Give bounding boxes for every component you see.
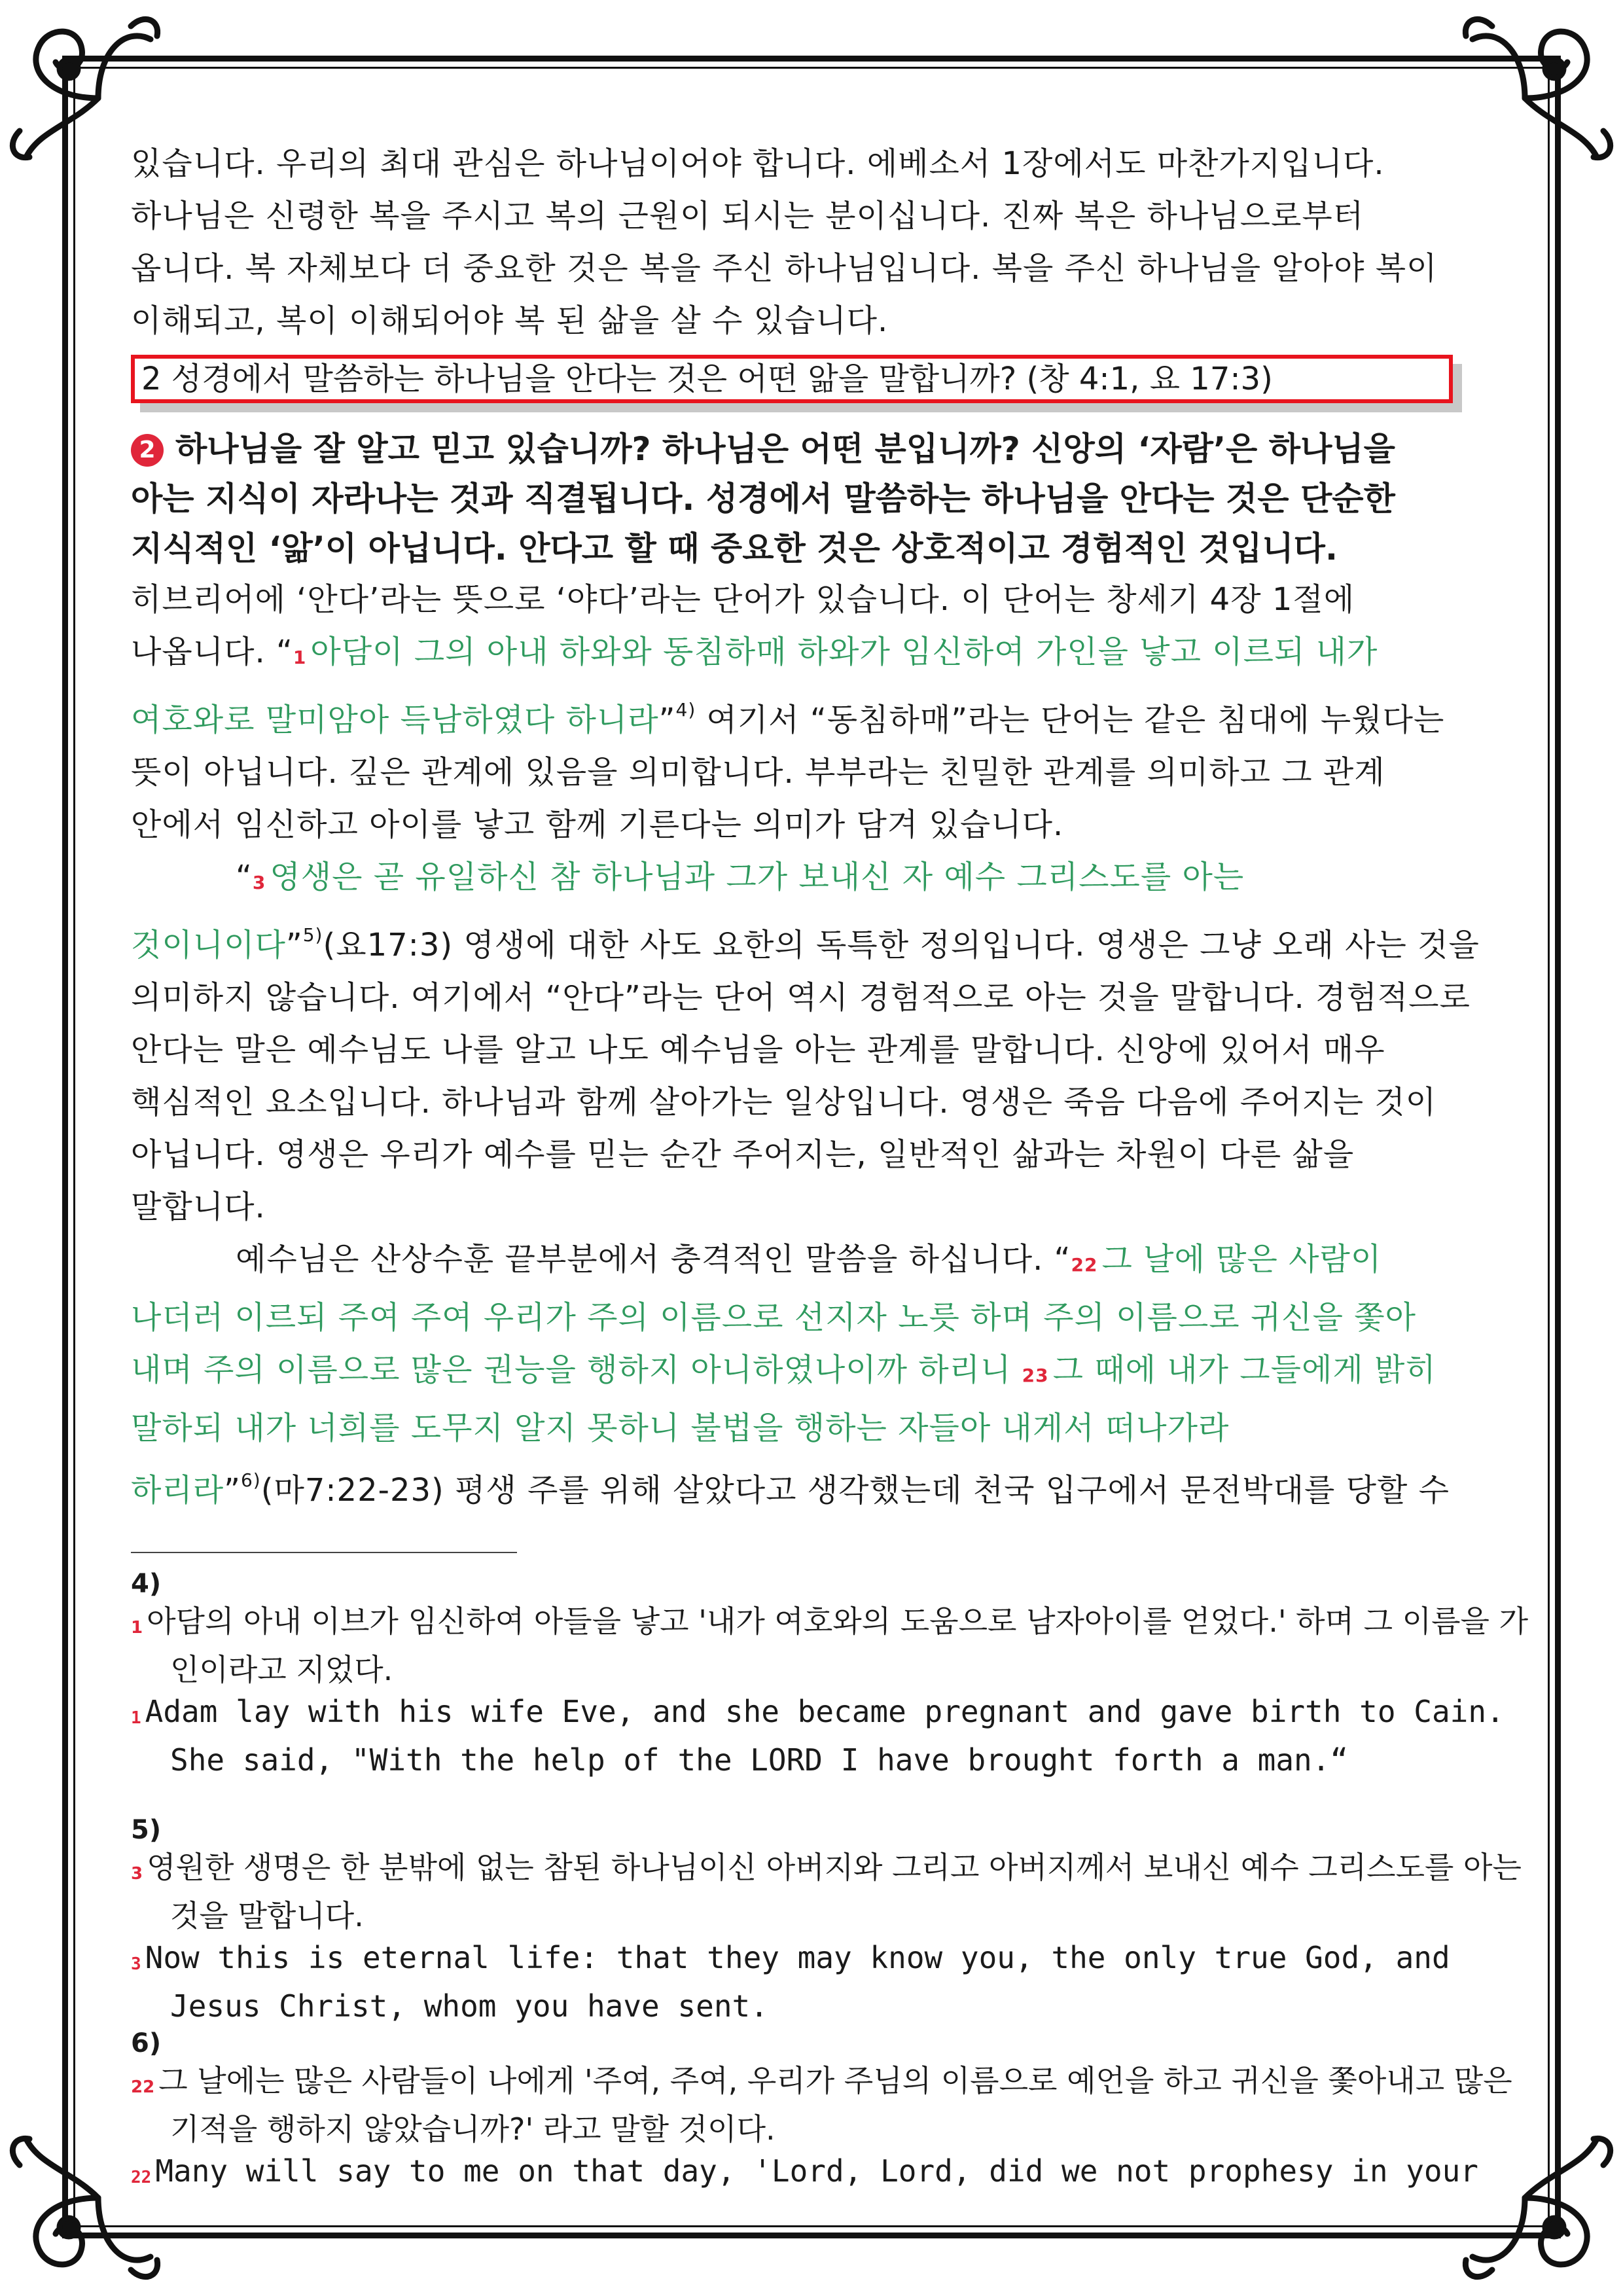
- body-line: 아닙니다. 영생은 우리가 예수를 믿는 순간 주어지는, 일반적인 삶과는 차원이 다른 삶을: [131, 1136, 1355, 1173]
- footnote-korean: [131, 1846, 1531, 1937]
- scripture-quote: 영생은 곧 유일하신 참 하나님과 그가 보내신 자 예수 그리스도를 아는: [270, 859, 1245, 895]
- scripture-quote: 여호와로 말미암아 득남하였다 하니라: [131, 702, 659, 738]
- footnote-ref[interactable]: 5): [302, 924, 323, 946]
- text: 예수님은 산상수훈 끝부분에서 충격적인 말씀을 하십니다. “: [236, 1241, 1071, 1278]
- body-line: [131, 626, 1492, 684]
- scripture-quote: 아담이 그의 아내 하와와 동침하매 하와가 임신하여 가인을 낳고 이르되 내가: [310, 634, 1378, 670]
- footnote-text: Now this is eternal life: that they may know you, the only true God, and Jesus Christ, whom you have sent.: [145, 1940, 1450, 2024]
- footnote-text: 영원한 생명은 한 분밖에 없는 참된 하나님이신 아버지와 그리고 아버지께서 보내신 예수 그리스도를 아는 것을 말합니다.: [147, 1850, 1522, 1933]
- text: 나옵니다. “: [131, 634, 293, 670]
- body-line: [131, 909, 1492, 971]
- text: ”: [658, 702, 676, 738]
- footnote-number: 4): [131, 1569, 162, 1599]
- body-line: 의미하지 않습니다. 여기에서 “안다”라는 단어 역시 경험적으로 아는 것을 말합니다. 경험적으로: [131, 979, 1471, 1016]
- verse-number: 3: [131, 1954, 141, 1974]
- page-content: [131, 137, 1529, 2198]
- body-line: 핵심적인 요소입니다. 하나님과 함께 살아가는 일상입니다. 영생은 죽음 다음에 주어지는 것이: [131, 1084, 1437, 1121]
- bold-line: 지식적인 ‘앎’이 아닙니다. 안다고 할 때 중요한 것은 상호적이고 경험적인 것입니다.: [131, 529, 1338, 567]
- scripture-quote: 그 때에 내가 그들에게 밝히: [1052, 1352, 1436, 1388]
- body-line: [131, 1233, 1492, 1291]
- footnote-english: [131, 1937, 1531, 2027]
- verse-number: 3: [131, 1864, 143, 1884]
- scripture-quote: 말하되 내가 너희를 도무지 알지 못하니 불법을 행하는 자들아 내게서 떠나가라: [131, 1410, 1230, 1446]
- footnote-english: [131, 2150, 1531, 2198]
- body-line: 이해되고, 복이 이해되어야 복 된 삶을 살 수 있습니다.: [131, 302, 889, 339]
- verse-number: 23: [1022, 1365, 1049, 1386]
- question-text: 2 성경에서 말씀하는 하나님을 안다는 것은 어떤 앎을 말합니까? (창 4:1, 요 17:3): [131, 355, 1453, 403]
- footnote-ref[interactable]: 4): [675, 699, 696, 721]
- verse-number: 22: [131, 2077, 155, 2097]
- body-line: [131, 1454, 1492, 1516]
- scripture-quote: 하리라: [131, 1472, 224, 1509]
- verse-number: 1: [293, 647, 307, 668]
- body-line: [131, 851, 1492, 909]
- body-line: [131, 684, 1492, 746]
- verse-number: 22: [1071, 1254, 1098, 1276]
- text: ”: [224, 1472, 241, 1509]
- text: (마7:22-23) 평생 주를 위해 살았다고 생각했는데 천국 입구에서 문전박대를 당할 수: [260, 1472, 1450, 1509]
- verse-number: 3: [252, 872, 266, 893]
- question-box: [131, 355, 1459, 406]
- body-line: 말합니다.: [131, 1189, 266, 1225]
- spacer: [131, 1781, 1492, 1814]
- footnote-text: 그 날에는 많은 사람들이 나에게 '주여, 주여, 우리가 주님의 이름으로 예언을 하고 귀신을 쫓아내고 많은 기적을 행하지 않았습니까?' 라고 말할 것이다.: [158, 2063, 1512, 2147]
- scripture-quote: 나더러 이르되 주여 주여 우리가 주의 이름으로 선지자 노릇 하며 주의 이름으로 귀신을 쫓아: [131, 1299, 1416, 1336]
- numbered-bullet: 2: [131, 434, 164, 467]
- scripture-quote: 그 날에 많은 사람이: [1101, 1241, 1382, 1278]
- body-line: 하나님은 신령한 복을 주시고 복의 근원이 되시는 분이십니다. 진짜 복은 하나님으로부터: [131, 198, 1364, 234]
- footnote-korean: [131, 2060, 1531, 2150]
- scripture-quote: 것이니이다: [131, 927, 286, 963]
- text: (요17:3) 영생에 대한 사도 요한의 독특한 정의입니다. 영생은 그냥 오래 사는 것을: [323, 927, 1480, 963]
- body-line: 안다는 말은 예수님도 나를 알고 나도 예수님을 아는 관계를 말합니다. 신앙에 있어서 매우: [131, 1031, 1385, 1068]
- footnote-text: 아담의 아내 이브가 임신하여 아들을 낳고 '내가 여호와의 도움으로 남자아이를 얻었다.' 하며 그 이름을 가인이라고 지었다.: [147, 1604, 1529, 1687]
- verse-number: 22: [131, 2168, 152, 2187]
- body-line: 히브리어에 ‘안다’라는 뜻으로 ‘야다’라는 단어가 있습니다. 이 단어는 창세기 4장 1절에: [131, 581, 1355, 618]
- body-line: 옵니다. 복 자체보다 더 중요한 것은 복을 주신 하나님입니다. 복을 주신 하나님을 알아야 복이: [131, 250, 1438, 287]
- body-line: [131, 1344, 1492, 1402]
- footnote-number: 5): [131, 1815, 162, 1845]
- text: ”: [285, 927, 303, 963]
- bold-line: 아는 지식이 자라나는 것과 직결됩니다. 성경에서 말씀하는 하나님을 안다는 것은 단순한: [131, 480, 1395, 518]
- body-line: 뜻이 아닙니다. 깊은 관계에 있음을 의미합니다. 부부라는 친밀한 관계를 의미하고 그 관계: [131, 754, 1385, 791]
- scripture-quote: 내며 주의 이름으로 많은 권능을 행하지 아니하였나이까 하리니: [131, 1352, 1012, 1388]
- body-line: 안에서 임신하고 아이를 낳고 함께 기른다는 의미가 담겨 있습니다.: [131, 806, 1064, 843]
- footnote-english: [131, 1691, 1531, 1781]
- footnote-korean: [131, 1600, 1531, 1691]
- bold-line: [131, 424, 1492, 474]
- footnote-text: Adam lay with his wife Eve, and she became pregnant and gave birth to Cain. She said, "With the help of the LORD I have brought forth a man.“: [145, 1694, 1505, 1778]
- text: 여기서 “동침하매”라는 단어는 같은 침대에 누웠다는: [696, 702, 1445, 738]
- body-line: 있습니다. 우리의 최대 관심은 하나님이어야 합니다. 에베소서 1장에서도 마찬가지입니다.: [131, 145, 1385, 182]
- text: “: [236, 859, 253, 895]
- footnote-ref[interactable]: 6): [240, 1469, 261, 1491]
- footnote-divider: [131, 1552, 517, 1553]
- footnote-number: 6): [131, 2028, 162, 2058]
- verse-number: 1: [131, 1708, 141, 1728]
- footnote-text: Many will say to me on that day, 'Lord, Lord, did we not prophesy in your: [155, 2153, 1478, 2189]
- bold-text: 하나님을 잘 알고 믿고 있습니까? 하나님은 어떤 분입니까? 신앙의 ‘자람’은 하나님을: [175, 430, 1395, 468]
- verse-number: 1: [131, 1618, 143, 1638]
